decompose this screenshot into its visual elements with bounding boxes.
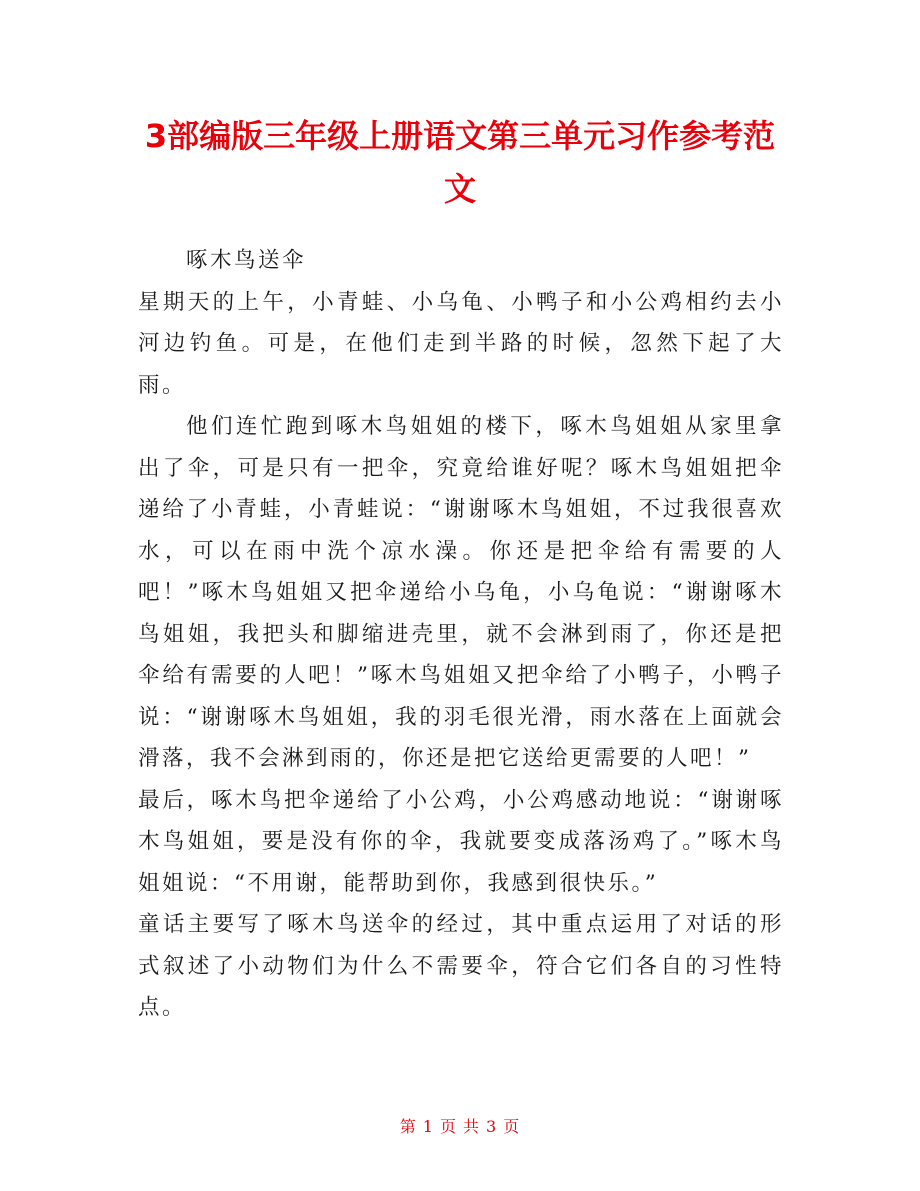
footer-prefix: 第 <box>399 1117 417 1136</box>
document-body <box>138 240 784 1029</box>
paragraph-4: 童话主要写了啄木鸟送伞的经过，其中重点运用了对话的形式叙述了小动物们为什么不需要伞，符合它们各自的习性特点。 <box>138 912 784 1020</box>
story-title: 啄木鸟送伞 <box>186 248 307 273</box>
footer-suffix: 页 <box>503 1117 521 1136</box>
page-footer <box>0 1114 920 1137</box>
footer-total-pages: 3 <box>486 1117 498 1136</box>
paragraph-2: 他们连忙跑到啄木鸟姐姐的楼下，啄木鸟姐姐从家里拿出了伞，可是只有一把伞，究竟给谁好呢？啄木鸟姐姐把伞递给了小青蛙，小青蛙说：“谢谢啄木鸟姐姐，不过我很喜欢水，可以在雨中洗个凉水澡。你还是把伞给有需要的人吧！”啄木鸟姐姐又把伞递给小乌龟，小乌龟说：“谢谢啄木鸟姐姐，我把头和脚缩进壳里，就不会淋到雨了，你还是把伞给有需要的人吧！”啄木鸟姐姐又把伞给了小鸭子，小鸭子说：“谢谢啄木鸟姐姐，我的羽毛很光滑，雨水落在上面就会滑落，我不会淋到雨的，你还是把它送给更需要的人吧！” <box>138 414 784 771</box>
document-title: 3部编版三年级上册语文第三单元习作参考范文 <box>144 117 776 208</box>
footer-page-number: 1 <box>422 1117 434 1136</box>
paragraph-3: 最后，啄木鸟把伞递给了小公鸡，小公鸡感动地说：“谢谢啄木鸟姐姐，要是没有你的伞，我就要变成落汤鸡了。”啄木鸟姐姐说：“不用谢，能帮助到你，我感到很快乐。” <box>138 787 784 896</box>
footer-page-label: 页 <box>439 1117 457 1136</box>
paragraph-1: 星期天的上午，小青蛙、小乌龟、小鸭子和小公鸡相约去小河边钓鱼。可是，在他们走到半路的时候，忽然下起了大雨。 <box>138 289 784 398</box>
footer-total-label: 共 <box>463 1117 481 1136</box>
